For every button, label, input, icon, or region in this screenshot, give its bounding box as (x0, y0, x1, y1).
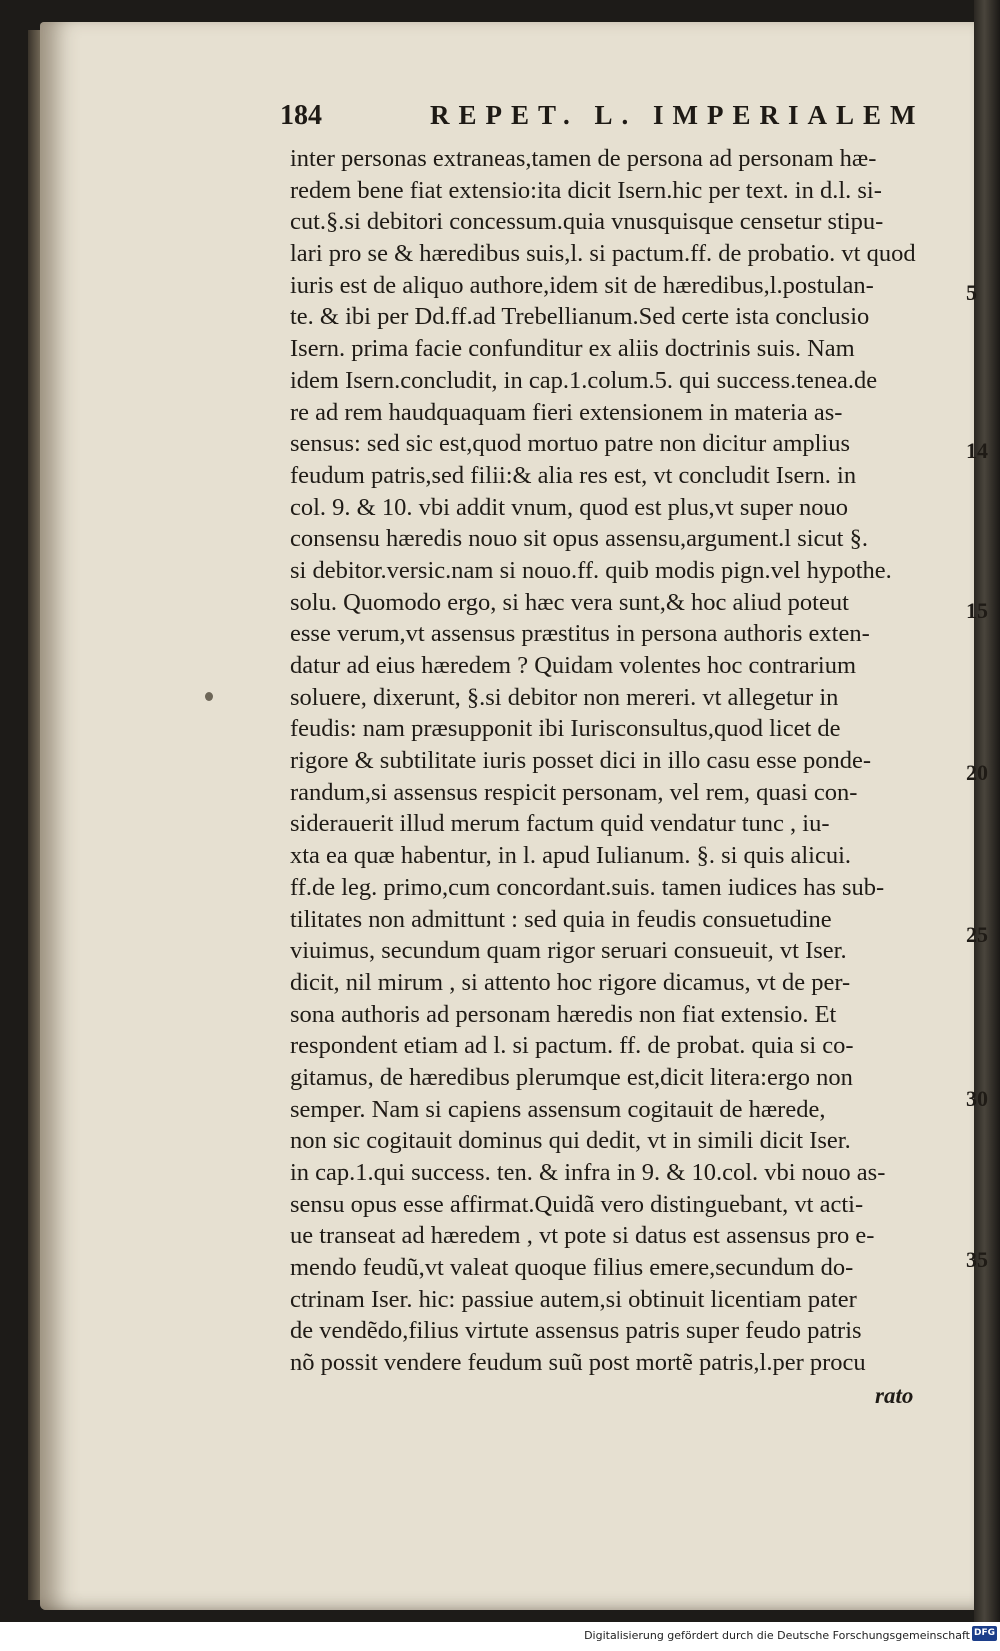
text-line: te. & ibi per Dd.ff.ad Trebellianum.Sed certe ista conclusio (290, 303, 870, 331)
text-line: cut.§.si debitori concessum.quia vnusquisque censetur stipu- (290, 208, 884, 236)
text-line: sona authoris ad personam hæredis non fiat extensio. Et (290, 1000, 837, 1028)
margin-line-numbers (966, 0, 986, 1600)
text-line: dicit, nil mirum , si attento hoc rigore dicamus, vt de per- (290, 968, 851, 996)
text-line: feudum patris,sed filii:& alia res est, vt concludit Isern. in (290, 461, 857, 489)
running-head: REPET. L. IMPERIALEM (430, 100, 925, 130)
text-line: soluere, dixerunt, §.si debitor non mereri. vt allegetur in (290, 683, 839, 711)
text-line: ctrinam Iser. hic: passiue autem,si obtinuit licentiam pater (290, 1285, 857, 1313)
text-line: sensu opus esse affirmat.Quidã vero distinguebant, vt acti- (290, 1190, 864, 1218)
text-line: respondent etiam ad l. si pactum. ff. de probat. quia si co- (290, 1032, 854, 1060)
text-line: feudis: nam præsupponit ibi Iurisconsultus,quod licet de (290, 715, 841, 743)
margin-number: 35 (966, 1247, 988, 1272)
text-line: datur ad eius hæredem ? Quidam volentes hoc contrarium (290, 652, 857, 679)
text-line: idem Isern.concludit, in cap.1.colum.5. qui success.tenea.de (290, 366, 878, 394)
text-line: si debitor.versic.nam si nouo.ff. quib modis pign.vel hypothe. (290, 556, 892, 584)
text-line: solu. Quomodo ergo, si hæc vera sunt,& hoc aliud poteut (290, 588, 849, 616)
text-line: tilitates non admittunt : sed quia in feudis consuetudine (290, 905, 832, 933)
text-line: ue transeat ad hæredem , vt pote si datus est assensus pro e- (290, 1222, 875, 1250)
text-line: de vendẽdo,filius virtute assensus patris super feudo patris (290, 1317, 862, 1345)
margin-number: 30 (966, 1086, 988, 1111)
text-line: ff.de leg. primo,cum concordant.suis. tamen iudices has sub- (290, 873, 885, 901)
text-line: randum,si assensus respicit personam, vel rem, quasi con- (290, 778, 858, 806)
text-line: inter personas extraneas,tamen de persona ad personam hæ- (290, 145, 877, 172)
text-line: semper. Nam si capiens assensum cogitauit de hærede, (290, 1095, 826, 1123)
digitization-credit: Digitalisierung gefördert durch die Deutsche Forschungsgemeinschaft (584, 1629, 970, 1642)
text-line: non sic cogitauit dominus qui dedit, vt in simili dicit Iser. (290, 1127, 851, 1155)
margin-number: 25 (966, 922, 988, 947)
catchword: rato (875, 1383, 914, 1408)
text-line: rigore & subtilitate iuris posset dici in illo casu esse ponde- (290, 747, 872, 775)
text-line: mendo feudũ,vt valeat quoque filius emere,secundum do- (290, 1254, 854, 1282)
text-line: redem bene fiat extensio:ita dicit Isern.hic per text. in d.l. si- (290, 176, 882, 204)
dfg-logo: DFG (972, 1626, 997, 1641)
text-line: esse verum,vt assensus præstitus in persona authoris exten- (290, 620, 870, 648)
page-number: 184 (280, 100, 322, 131)
text-line: siderauerit illud merum factum quid vendatur tunc , iu- (290, 810, 830, 838)
text-line: gitamus, de hæredibus plerumque est,dicit litera:ergo non (290, 1063, 853, 1091)
text-line: sensus: sed sic est,quod mortuo patre non dicitur amplius (290, 430, 851, 458)
text-line: consensu hæredis nouo sit opus assensu,argument.l sicut §. (290, 525, 868, 553)
text-line: viuimus, secundum quam rigor seruari consueuit, vt Iser. (290, 937, 847, 965)
text-line: col. 9. & 10. vbi addit vnum, quod est plus,vt super nouo (290, 493, 849, 521)
text-line: xta ea quæ habentur, in l. apud Iulianum. §. si quis alicui. (290, 842, 852, 870)
footer-bar (0, 1622, 1000, 1651)
margin-number: 15 (966, 598, 988, 623)
text-line: Isern. prima facie confunditur ex aliis doctrinis suis. Nam (290, 335, 855, 363)
margin-number: 20 (966, 760, 988, 785)
text-line: in cap.1.qui success. ten. & infra in 9. & 10.col. vbi nouo as- (290, 1159, 886, 1186)
text-line: re ad rem haudquaquam fieri extensionem in materia as- (290, 398, 843, 426)
ink-blot (205, 692, 213, 701)
text-line: iuris est de aliquo authore,idem sit de hæredibus,l.postulan- (290, 271, 874, 299)
page-header (280, 100, 980, 136)
margin-number: 14 (966, 438, 988, 463)
body-text (290, 143, 970, 1379)
text-line: nõ possit vendere feudum suũ post mortẽ patris,l.per procu (290, 1349, 866, 1377)
text-line: lari pro se & hæredibus suis,l. si pactum.ff. de probatio. vt quod (290, 240, 916, 268)
margin-number: 5 (966, 280, 977, 305)
